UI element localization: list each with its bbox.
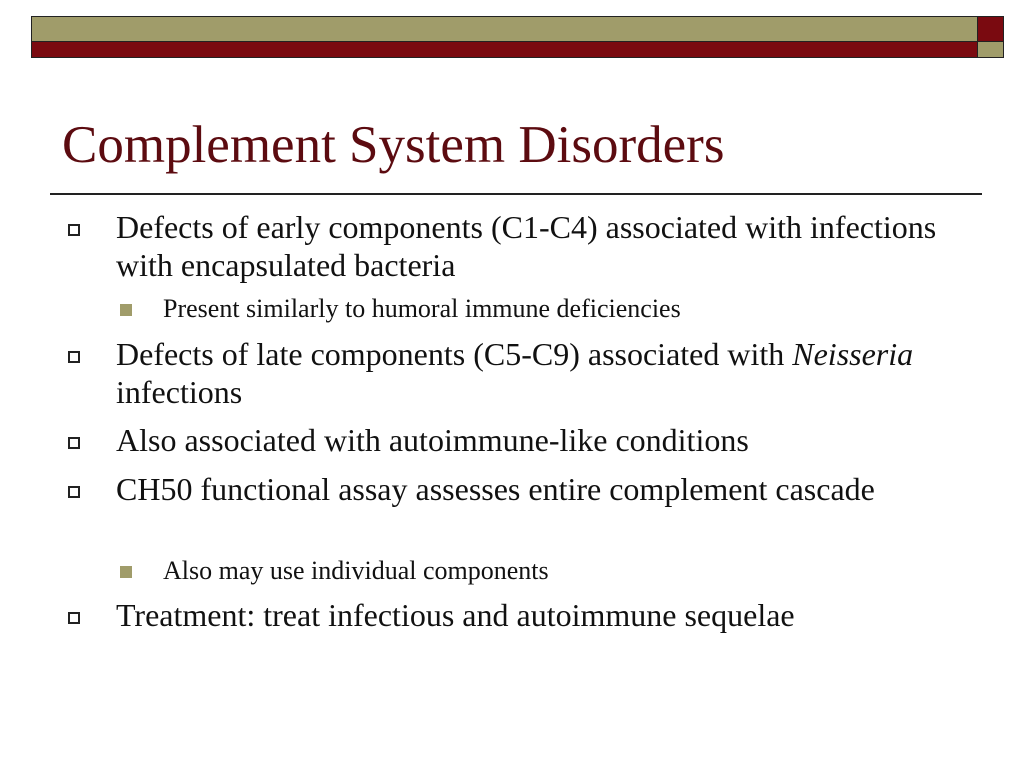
bullet-late-components [116,335,956,411]
late-components-suffix: infections [116,374,243,410]
bullet-autoimmune: Also associated with autoimmune-like conditions [116,422,749,458]
filled-square-bullet-icon [120,566,132,578]
hollow-square-bullet-icon [68,486,80,498]
hollow-square-bullet-icon [68,224,80,236]
hollow-square-bullet-icon [68,437,80,449]
neisseria-italic: Neisseria [792,336,914,372]
hollow-square-bullet-icon [68,351,80,363]
hollow-square-bullet-icon [68,612,80,624]
filled-square-bullet-icon [120,304,132,316]
slide-title: Complement System Disorders [62,116,725,174]
bullet-early-components: Defects of early components (C1-C4) associated with infections with encapsulated bacteria [116,209,937,283]
sub-bullet-humoral: Present similarly to humoral immune deficiencies [163,294,681,323]
sub-bullet-individual-components: Also may use individual components [163,556,549,585]
bullet-treatment: Treatment: treat infectious and autoimmune sequelae [116,597,795,633]
late-components-text: Defects of late components (C5-C9) associated with [116,336,793,372]
bullet-ch50: CH50 functional assay assesses entire complement cascade [116,471,875,507]
